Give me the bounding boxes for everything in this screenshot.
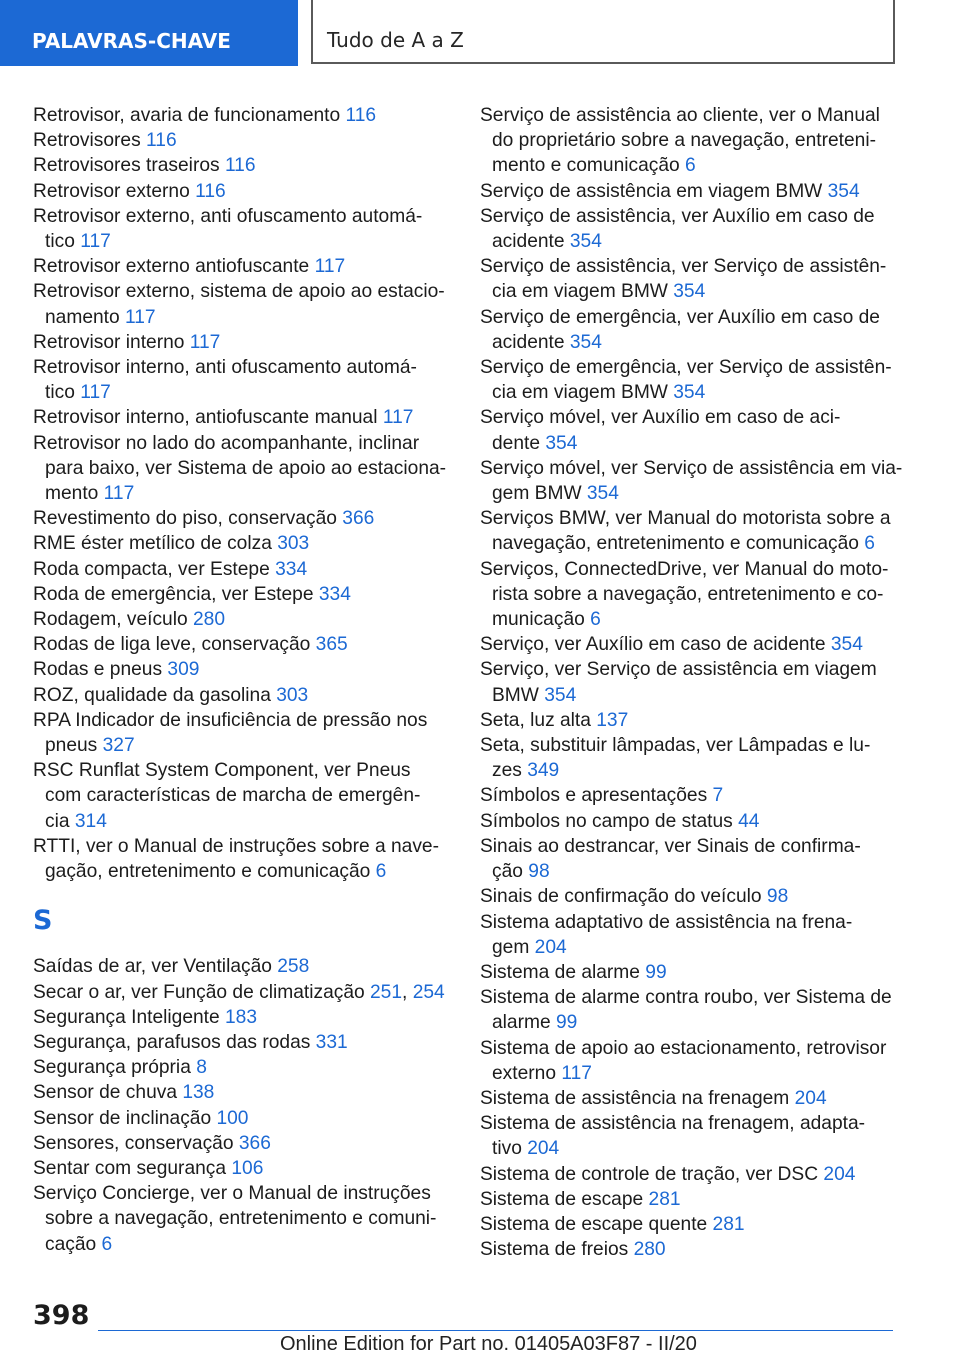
page-link[interactable]: 309 bbox=[167, 659, 200, 681]
index-entry bbox=[33, 1030, 443, 1055]
page-link[interactable]: 366 bbox=[238, 1132, 271, 1154]
edition-footer: Online Edition for Part no. 01405A03F87 - II/20 bbox=[280, 1333, 697, 1355]
entry-text: namento bbox=[45, 306, 126, 328]
page-link[interactable]: 117 bbox=[382, 407, 414, 429]
index-entry bbox=[480, 632, 900, 657]
index-entry bbox=[33, 128, 443, 153]
entry-text: sobre a navegação, entretenimento e comuni- bbox=[45, 1208, 437, 1230]
entry-text: Roda de emergência, ver Estepe bbox=[33, 583, 319, 605]
entry-text: Serviços BMW, ver Manual do motorista sobre a bbox=[480, 508, 891, 530]
page-link[interactable]: 183 bbox=[225, 1006, 258, 1028]
entry-text: Retrovisores traseiros bbox=[33, 155, 225, 177]
entry-text: cia em viagem BMW bbox=[492, 382, 674, 404]
entry-text: para baixo, ver Sistema de apoio ao estaciona- bbox=[45, 457, 447, 479]
page-link[interactable]: 106 bbox=[231, 1157, 264, 1179]
index-entry bbox=[480, 733, 900, 783]
entry-text: Sistema de escape quente bbox=[480, 1213, 713, 1235]
entry-text: Símbolos e apresentações bbox=[480, 785, 713, 807]
index-entry bbox=[480, 1212, 900, 1237]
page-link[interactable]: 314 bbox=[74, 810, 107, 832]
index-entry bbox=[33, 405, 443, 430]
page-link[interactable]: 281 bbox=[648, 1188, 681, 1210]
entry-text: ROZ, qualidade da gasolina bbox=[33, 684, 277, 706]
page-link[interactable]: 100 bbox=[216, 1107, 249, 1129]
entry-text: navegação, entretenimento e comunicação bbox=[492, 533, 865, 555]
index-entry bbox=[480, 910, 900, 960]
index-entry bbox=[480, 405, 900, 455]
entry-text: Saídas de ar, ver Ventilação bbox=[33, 956, 278, 978]
entry-text: Serviço, ver Auxílio em caso de acidente bbox=[480, 634, 831, 656]
entry-text: Serviço de assistência, ver Serviço de assistên- bbox=[480, 256, 887, 278]
entry-text: Retrovisor externo bbox=[33, 180, 196, 202]
entry-text: Sinais ao destrancar, ver Sinais de confirma- bbox=[480, 835, 861, 857]
entry-text: Serviço de emergência, ver Serviço de assistên- bbox=[480, 357, 892, 379]
index-entry bbox=[33, 103, 443, 128]
page-link[interactable]: 331 bbox=[315, 1031, 348, 1053]
page-link[interactable]: 349 bbox=[527, 760, 560, 782]
page-link[interactable]: 116 bbox=[224, 155, 256, 177]
entry-text: rista sobre a navegação, entretenimento e co- bbox=[492, 583, 884, 605]
entry-text: Sistema de freios bbox=[480, 1239, 634, 1261]
index-entry bbox=[33, 1055, 443, 1080]
index-entry bbox=[480, 456, 903, 506]
entry-text: Sistema de escape bbox=[480, 1188, 649, 1210]
page-link[interactable]: 117 bbox=[314, 256, 346, 278]
entry-text: gem bbox=[492, 936, 535, 958]
page-link[interactable]: 354 bbox=[545, 432, 578, 454]
entry-text: Sistema de assistência na frenagem, adapta- bbox=[480, 1113, 866, 1135]
entry-text: Sensor de chuva bbox=[33, 1082, 183, 1104]
index-entry bbox=[33, 708, 443, 758]
entry-text: Retrovisores bbox=[33, 130, 147, 152]
entry-text: Revestimento do piso, conservação bbox=[33, 508, 343, 530]
index-entry bbox=[480, 103, 900, 179]
entry-text: Sentar com segurança bbox=[33, 1157, 232, 1179]
index-entry bbox=[480, 254, 900, 304]
index-entry bbox=[480, 179, 900, 204]
index-entry bbox=[33, 431, 447, 507]
page-link[interactable]: 204 bbox=[534, 936, 567, 958]
index-entry bbox=[33, 153, 443, 178]
index-entry bbox=[33, 607, 443, 632]
page-link[interactable]: 366 bbox=[342, 508, 375, 530]
entry-text: ção bbox=[492, 861, 529, 883]
index-entry bbox=[33, 1106, 443, 1131]
entry-text: Retrovisor interno bbox=[33, 331, 190, 353]
entry-text: Serviço móvel, ver Auxílio em caso de aci- bbox=[480, 407, 841, 429]
page-link[interactable]: 204 bbox=[527, 1138, 560, 1160]
page-link[interactable]: 6 bbox=[590, 609, 601, 631]
page-link[interactable]: 354 bbox=[569, 231, 602, 253]
index-list-r bbox=[33, 103, 447, 884]
entry-text: Serviço de assistência, ver Auxílio em caso de bbox=[480, 205, 875, 227]
entry-text: acidente bbox=[492, 331, 570, 353]
entry-text: RTTI, ver o Manual de instruções sobre a nave- bbox=[33, 835, 439, 857]
entry-text: Retrovisor interno, anti ofuscamento automá- bbox=[33, 357, 417, 379]
page-link[interactable]: 138 bbox=[182, 1082, 215, 1104]
index-entry bbox=[480, 708, 900, 733]
entry-text: cia bbox=[45, 810, 75, 832]
page-link[interactable]: 116 bbox=[146, 130, 177, 152]
page-link[interactable]: 354 bbox=[673, 281, 706, 303]
entry-text: Sistema de assistência na frenagem bbox=[480, 1087, 795, 1109]
index-entry bbox=[33, 657, 443, 682]
index-entry bbox=[33, 1181, 443, 1257]
entry-text: Rodas e pneus bbox=[33, 659, 168, 681]
index-entry bbox=[480, 1036, 900, 1086]
index-entry bbox=[33, 1080, 443, 1105]
index-entry bbox=[33, 506, 443, 531]
index-entry bbox=[480, 1187, 900, 1212]
entry-text: Retrovisor, avaria de funcionamento bbox=[33, 105, 346, 126]
entry-text: Rodas de liga leve, conservação bbox=[33, 634, 316, 656]
index-entry bbox=[33, 557, 443, 582]
page-link[interactable]: 116 bbox=[195, 180, 226, 202]
index-entry bbox=[33, 758, 443, 834]
index-entry bbox=[33, 1156, 443, 1181]
index-entry bbox=[33, 279, 443, 329]
page-link[interactable]: 117 bbox=[80, 382, 111, 404]
entry-text: Serviço, ver Serviço de assistência em viagem bbox=[480, 659, 877, 681]
page-link[interactable]: 303 bbox=[277, 533, 310, 555]
index-entry bbox=[33, 1131, 443, 1156]
entry-text: Rodagem, veículo bbox=[33, 609, 193, 631]
index-entry bbox=[480, 1111, 900, 1161]
page-link[interactable]: 98 bbox=[766, 886, 789, 908]
page-link[interactable]: 7 bbox=[712, 785, 724, 807]
entry-text: Sistema adaptativo de assistência na frena- bbox=[480, 911, 853, 933]
entry-text: com características de marcha de emergên- bbox=[45, 785, 421, 807]
page-link[interactable]: 365 bbox=[315, 634, 348, 656]
index-entry bbox=[480, 960, 900, 985]
index-entry bbox=[480, 1086, 900, 1111]
index-entry bbox=[480, 834, 900, 884]
entry-text: Serviço de emergência, ver Auxílio em caso de bbox=[480, 306, 880, 328]
page-link[interactable]: 280 bbox=[192, 609, 225, 631]
page-link[interactable]: 303 bbox=[276, 684, 309, 706]
page-link[interactable]: 258 bbox=[277, 956, 310, 978]
entry-text: Serviço Concierge, ver o Manual de instruções bbox=[33, 1183, 431, 1205]
entry-text: RPA Indicador de insuficiência de pressão nos bbox=[33, 709, 428, 731]
entry-text: Serviço de assistência em viagem BMW bbox=[480, 180, 828, 202]
index-column-left bbox=[33, 103, 447, 1257]
entry-text: cação bbox=[45, 1233, 102, 1255]
page-link[interactable]: 280 bbox=[633, 1239, 666, 1261]
page-link[interactable]: 354 bbox=[569, 331, 602, 353]
index-column-right bbox=[480, 103, 903, 1262]
index-entry bbox=[480, 783, 900, 808]
entry-text: Segurança própria bbox=[33, 1057, 197, 1079]
page-link[interactable]: 204 bbox=[794, 1087, 827, 1109]
entry-text: Retrovisor externo, anti ofuscamento automá- bbox=[33, 205, 423, 227]
page-link[interactable]: 98 bbox=[528, 861, 550, 883]
entry-text: Serviço de assistência ao cliente, ver o Manual bbox=[480, 105, 880, 126]
page-link[interactable]: 6 bbox=[101, 1233, 113, 1255]
index-entry: Secar o ar, ver Função de climatização 251, 254 bbox=[33, 981, 445, 1003]
section-tab[interactable]: PALAVRAS-CHAVE bbox=[0, 0, 298, 66]
footer-divider bbox=[98, 1330, 893, 1331]
entry-text: Serviços, ConnectedDrive, ver Manual do moto- bbox=[480, 558, 889, 580]
entry-text: acidente bbox=[492, 231, 570, 253]
entry-text: RSC Runflat System Component, ver Pneus bbox=[33, 760, 411, 782]
entry-text: pneus bbox=[45, 735, 103, 757]
entry-text: RME éster metílico de colza bbox=[33, 533, 278, 555]
entry-text: Retrovisor interno, antiofuscante manual bbox=[33, 407, 383, 429]
index-entry bbox=[33, 179, 443, 204]
page-link[interactable]: 117 bbox=[561, 1062, 592, 1084]
entry-text: dente bbox=[492, 432, 546, 454]
entry-text: Sinais de confirmação do veículo bbox=[480, 886, 767, 908]
entry-text: gação, entretenimento e comunicação bbox=[45, 861, 376, 883]
entry-text: gem BMW bbox=[492, 483, 587, 505]
entry-text: Serviço móvel, ver Serviço de assistência em via- bbox=[480, 457, 903, 479]
index-entry bbox=[480, 1237, 900, 1262]
entry-text: Sensores, conservação bbox=[33, 1132, 239, 1154]
entry-text: Símbolos no campo de status bbox=[480, 810, 739, 832]
index-entry bbox=[33, 834, 443, 884]
page-link[interactable]: 44 bbox=[738, 810, 760, 832]
entry-text: tico bbox=[45, 231, 81, 253]
index-entry bbox=[33, 531, 443, 556]
page-link[interactable]: 251 bbox=[370, 981, 403, 1003]
index-entry bbox=[480, 506, 900, 556]
index-entry bbox=[33, 254, 443, 279]
entry-text: externo bbox=[492, 1062, 562, 1084]
index-entry bbox=[33, 683, 443, 708]
page-link[interactable]: 334 bbox=[318, 583, 351, 605]
entry-text: mento bbox=[45, 483, 104, 505]
index-list-s-continued bbox=[480, 103, 903, 1262]
index-entry bbox=[480, 557, 900, 633]
section-letter: S bbox=[33, 905, 53, 937]
entry-text: tivo bbox=[492, 1138, 528, 1160]
page-link[interactable]: 6 bbox=[375, 861, 387, 883]
entry-text: Retrovisor externo, sistema de apoio ao estacio- bbox=[33, 281, 445, 303]
index-entry bbox=[480, 1162, 900, 1187]
index-entry bbox=[33, 355, 443, 405]
page-link[interactable]: 99 bbox=[645, 961, 667, 983]
index-entry bbox=[480, 204, 900, 254]
entry-text: Seta, substituir lâmpadas, ver Lâmpadas e lu- bbox=[480, 735, 871, 757]
page-link[interactable]: 354 bbox=[586, 483, 619, 505]
page-number: 398 bbox=[33, 1300, 90, 1331]
index-entry bbox=[480, 305, 900, 355]
index-entry bbox=[33, 632, 443, 657]
index-entry bbox=[33, 954, 443, 979]
index-entry bbox=[480, 809, 900, 834]
entry-text: tico bbox=[45, 382, 81, 404]
entry-text: Sistema de controle de tração, ver DSC bbox=[480, 1163, 824, 1185]
index-list-s bbox=[33, 954, 443, 1256]
page-link[interactable]: 334 bbox=[275, 558, 308, 580]
index-entry bbox=[33, 204, 443, 254]
entry-text: mento e comunicação bbox=[492, 155, 686, 177]
page-link[interactable]: 354 bbox=[827, 180, 860, 202]
entry-text: Sensor de inclinação bbox=[33, 1107, 217, 1129]
page-link[interactable]: 354 bbox=[830, 634, 863, 656]
entry-text: cia em viagem BMW bbox=[492, 281, 674, 303]
page-link[interactable]: 354 bbox=[544, 684, 577, 706]
page-link[interactable]: 117 bbox=[189, 331, 221, 353]
page-link[interactable]: 117 bbox=[80, 231, 111, 253]
entry-text: municação bbox=[492, 609, 591, 631]
page-link[interactable]: 117 bbox=[125, 306, 156, 328]
page-link[interactable]: 116 bbox=[345, 105, 377, 126]
index-entry bbox=[480, 884, 900, 909]
entry-text: Roda compacta, ver Estepe bbox=[33, 558, 276, 580]
page-link[interactable]: 137 bbox=[596, 709, 629, 731]
page-link[interactable]: 99 bbox=[555, 1012, 578, 1034]
entry-text: do proprietário sobre a navegação, entreteni- bbox=[492, 130, 876, 152]
entry-text: Secar o ar, ver Função de climatização bbox=[33, 981, 371, 1003]
entry-text: Retrovisor no lado do acompanhante, inclinar bbox=[33, 432, 420, 454]
entry-text: Retrovisor externo antiofuscante bbox=[33, 256, 315, 278]
page-link[interactable]: 254 bbox=[412, 981, 445, 1003]
entry-text: Segurança Inteligente bbox=[33, 1006, 226, 1028]
page-link[interactable]: 117 bbox=[103, 483, 135, 505]
index-entry bbox=[33, 1005, 443, 1030]
entry-text: Sistema de alarme bbox=[480, 961, 646, 983]
entry-text: Sistema de apoio ao estacionamento, retrovisor bbox=[480, 1037, 887, 1059]
index-entry bbox=[480, 985, 900, 1035]
page-link[interactable]: 327 bbox=[102, 735, 135, 757]
index-entry bbox=[33, 582, 443, 607]
entry-text: zes bbox=[492, 760, 528, 782]
entry-text: Segurança, parafusos das rodas bbox=[33, 1031, 316, 1053]
page-link[interactable]: 8 bbox=[196, 1057, 207, 1079]
entry-text: BMW bbox=[492, 684, 545, 706]
index-entry bbox=[33, 330, 443, 355]
index-entry bbox=[480, 657, 900, 707]
page-title: Tudo de A a Z bbox=[311, 0, 895, 64]
page-link[interactable]: 281 bbox=[712, 1213, 745, 1235]
page-link[interactable]: 354 bbox=[673, 382, 706, 404]
page-link[interactable]: 6 bbox=[685, 155, 696, 177]
page-link[interactable]: 204 bbox=[823, 1163, 856, 1185]
entry-text: Seta, luz alta bbox=[480, 709, 597, 731]
page-link[interactable]: 6 bbox=[864, 533, 875, 555]
entry-text: Sistema de alarme contra roubo, ver Sistema de bbox=[480, 987, 892, 1009]
index-entry bbox=[480, 355, 900, 405]
entry-text: alarme bbox=[492, 1012, 556, 1034]
